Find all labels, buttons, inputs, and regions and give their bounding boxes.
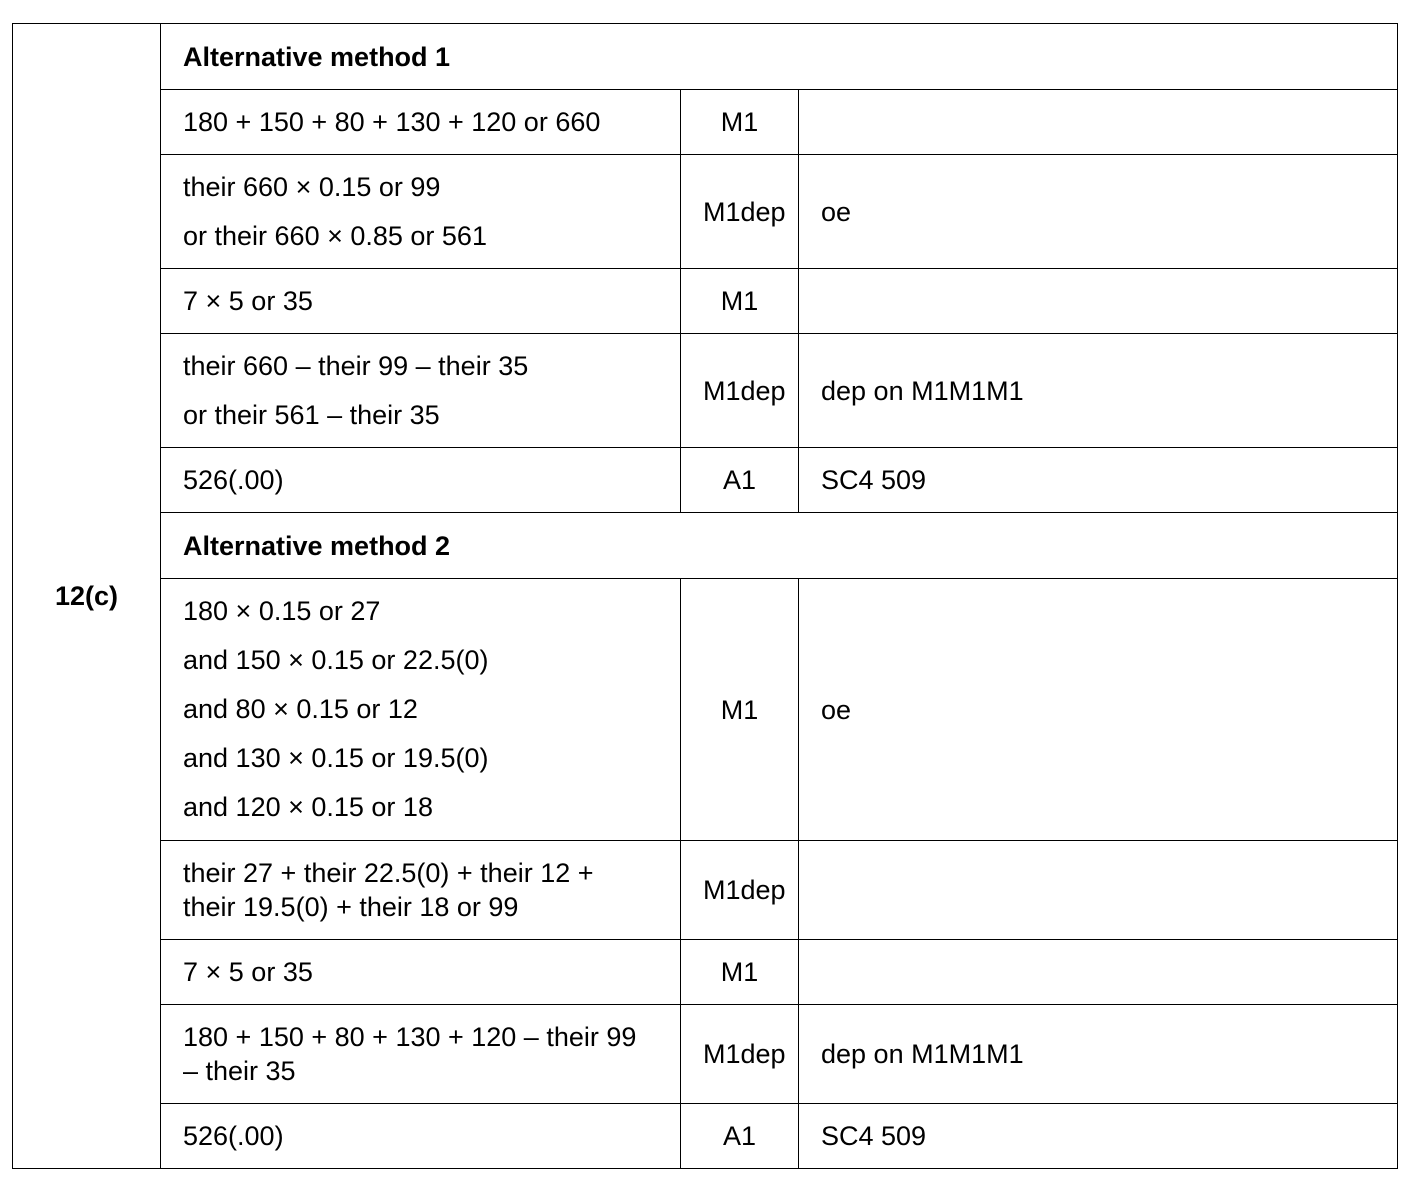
table-row bbox=[13, 334, 1398, 448]
working-line: 7 × 5 or 35 bbox=[183, 957, 313, 987]
working-line: – their 35 bbox=[183, 1056, 296, 1086]
working-line: and 130 × 0.15 or 19.5(0) bbox=[183, 743, 489, 773]
mark-cell: A1 bbox=[681, 448, 799, 513]
comment-cell: oe bbox=[799, 579, 1398, 841]
mark-cell: A1 bbox=[681, 1104, 799, 1169]
working-cell bbox=[161, 155, 681, 269]
working-line: 180 + 150 + 80 + 130 + 120 or 660 bbox=[183, 107, 601, 137]
working-line: 7 × 5 or 35 bbox=[183, 286, 313, 316]
working-line: their 660 × 0.15 or 99 bbox=[183, 171, 441, 202]
comment-cell bbox=[799, 269, 1398, 334]
working-cell bbox=[161, 841, 681, 940]
working-line: and 150 × 0.15 or 22.5(0) bbox=[183, 645, 489, 675]
working-cell bbox=[161, 448, 681, 513]
working-line: their 27 + their 22.5(0) + their 12 + bbox=[183, 858, 594, 888]
mark-cell: M1dep bbox=[681, 334, 799, 448]
mark-cell: M1 bbox=[681, 940, 799, 1005]
table-row bbox=[13, 579, 1398, 841]
working-line: their 19.5(0) + their 18 or 99 bbox=[183, 892, 519, 922]
comment-cell: dep on M1M1M1 bbox=[799, 1005, 1398, 1104]
comment-cell: oe bbox=[799, 155, 1398, 269]
working-line: and 120 × 0.15 or 18 bbox=[183, 792, 433, 822]
table-row bbox=[13, 155, 1398, 269]
table-row bbox=[13, 841, 1398, 940]
working-line: or their 561 – their 35 bbox=[183, 399, 440, 430]
working-line: 180 × 0.15 or 27 bbox=[183, 596, 381, 626]
comment-cell: dep on M1M1M1 bbox=[799, 334, 1398, 448]
working-line: 526(.00) bbox=[183, 1121, 284, 1151]
working-cell bbox=[161, 90, 681, 155]
comment-cell bbox=[799, 841, 1398, 940]
working-line: and 80 × 0.15 or 12 bbox=[183, 694, 418, 724]
working-line: 180 + 150 + 80 + 130 + 120 – their 99 bbox=[183, 1022, 637, 1052]
table-row bbox=[13, 940, 1398, 1005]
method-heading: Alternative method 1 bbox=[161, 24, 1398, 90]
working-cell bbox=[161, 1005, 681, 1104]
comment-cell bbox=[799, 940, 1398, 1005]
table-row bbox=[13, 90, 1398, 155]
working-cell bbox=[161, 334, 681, 448]
table-row bbox=[13, 269, 1398, 334]
method-heading: Alternative method 2 bbox=[161, 513, 1398, 579]
table-row bbox=[13, 1104, 1398, 1169]
mark-cell: M1 bbox=[681, 579, 799, 841]
comment-cell: SC4 509 bbox=[799, 1104, 1398, 1169]
table-row bbox=[13, 448, 1398, 513]
working-cell bbox=[161, 940, 681, 1005]
mark-cell: M1dep bbox=[681, 841, 799, 940]
method-heading-row bbox=[13, 24, 1398, 90]
comment-cell: SC4 509 bbox=[799, 448, 1398, 513]
mark-cell: M1dep bbox=[681, 1005, 799, 1104]
question-number: 12(c) bbox=[13, 24, 161, 1169]
mark-cell: M1 bbox=[681, 90, 799, 155]
mark-cell: M1 bbox=[681, 269, 799, 334]
mark-cell: M1dep bbox=[681, 155, 799, 269]
working-line: 526(.00) bbox=[183, 465, 284, 495]
table-row bbox=[13, 1005, 1398, 1104]
working-line: their 660 – their 99 – their 35 bbox=[183, 350, 529, 381]
comment-cell bbox=[799, 90, 1398, 155]
method-heading-row bbox=[13, 513, 1398, 579]
working-cell bbox=[161, 1104, 681, 1169]
mark-scheme-table bbox=[12, 23, 1398, 1169]
working-cell bbox=[161, 269, 681, 334]
working-cell bbox=[161, 579, 681, 841]
working-line: or their 660 × 0.85 or 561 bbox=[183, 220, 487, 251]
